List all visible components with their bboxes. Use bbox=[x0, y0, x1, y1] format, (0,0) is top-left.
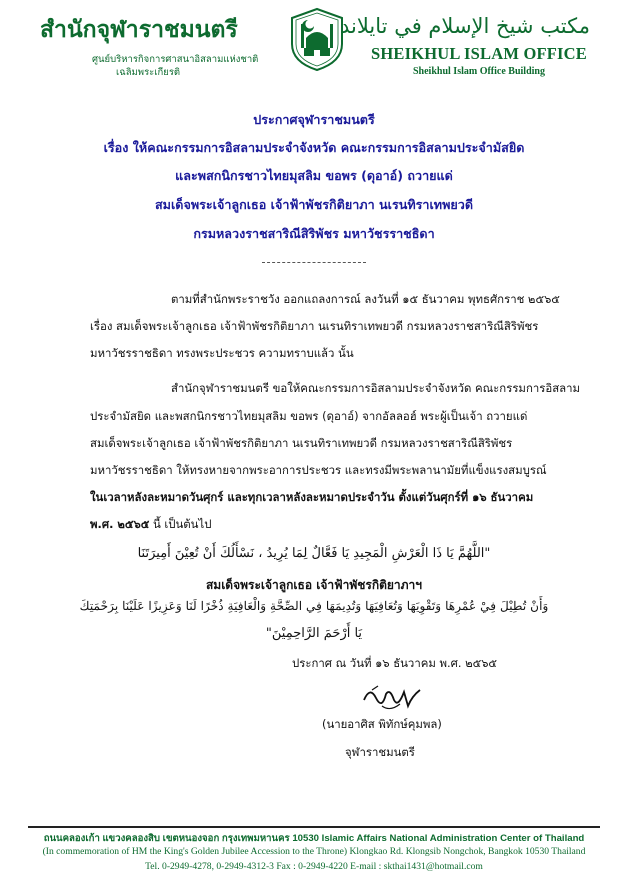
paragraph-2-line-1: สำนักจุฬาราชมนตรี ขอให้คณะกรรมการอิสลามประจำจังหวัด คณะกรรมการอิสลาม bbox=[171, 381, 581, 395]
start-date-line bbox=[90, 516, 211, 534]
date-line: ประกาศ ณ วันที่ ๑๖ ธันวาคม พ.ศ. ๒๕๖๕ bbox=[292, 656, 498, 670]
subject-line-1: เรื่อง ให้คณะกรรมการอิสลามประจำจังหวัด คณะกรรมการอิสลามประจำมัสยิด bbox=[103, 140, 525, 155]
prayer-time-line: ในเวลาหลังละหมาดวันศุกร์ และทุกเวลาหลังละหมาดประจำวัน ตั้งแต่วันศุกร์ที่ ๑๖ ธันวาคม bbox=[90, 490, 534, 504]
subject-line-4: กรมหลวงราชสาริณีสิริพัชร มหาวัชรราชธิดา bbox=[193, 226, 435, 241]
mosque-emblem-icon bbox=[286, 6, 348, 72]
handwritten-signature-icon bbox=[360, 682, 424, 716]
footer-commemoration-line: (In commemoration of HM the King's Golden Jubilee Accession to the Throne) Klongkao Rd. Klongsib Nongchok, Bangkok 10530 Thailand bbox=[42, 846, 586, 857]
subject-line-2: และพสกนิกรชาวไทยมุสลิม ขอพร (ดุอาอ์) ถวายแด่ bbox=[175, 168, 453, 183]
signatory-position: จุฬาราชมนตรี bbox=[345, 745, 415, 759]
english-office-name: SHEIKHUL ISLAM OFFICE bbox=[371, 44, 587, 63]
footer-contact-line: Tel. 0-2949-4278, 0-2949-4312-3 Fax : 0-2949-4220 E-mail : skthai1431@hotmail.com bbox=[145, 861, 483, 872]
footer-divider bbox=[28, 826, 600, 828]
letterhead bbox=[0, 0, 628, 88]
signatory-name: (นายอาศิส พิทักษ์คุมพล) bbox=[322, 717, 442, 731]
dua-arabic-line-3: يَا أَرْحَمَ الرَّاحِمِيْنَ" bbox=[265, 626, 363, 641]
start-date-suffix: นี้ เป็นต้นไป bbox=[149, 517, 212, 531]
paragraph-2-line-3: สมเด็จพระเจ้าลูกเธอ เจ้าฟ้าพัชรกิติยาภา นเรนทิราเทพยวดี กรมหลวงราชสาริณีสิริพัชร bbox=[90, 436, 513, 450]
paragraph-2-line-2: ประจำมัสยิด และพสกนิกรชาวไทยมุสลิม ขอพร (ดุอาอ์) จากอัลลอฮ์ พระผู้เป็นเจ้า ถวายแด่ bbox=[90, 409, 528, 423]
title-divider bbox=[262, 262, 366, 263]
thai-office-subtitle-1: ศูนย์บริหารกิจการศาสนาอิสลามแห่งชาติ bbox=[92, 54, 259, 65]
thai-office-subtitle-2: เฉลิมพระเกียรติ bbox=[116, 67, 181, 78]
arabic-office-name: مكتب شيخ الإسلام في تايلاند bbox=[340, 14, 590, 38]
paragraph-1-line-2: เรื่อง สมเด็จพระเจ้าลูกเธอ เจ้าฟ้าพัชรกิติยาภา นเรนทิราเทพยวดี กรมหลวงราชสาริณีสิริพัชร bbox=[90, 319, 539, 333]
dua-arabic-line-2: وَأَنْ تُطِيْلَ فِيْ عُمْرِهَا وَتَقْوِيَهَا وَتُعَافِيَهَا وَتُدِيمَهَا فِي الصِّحَّةِ وَالْعَافِيَةِ ذُخْرًا لَنَا وَعَزِيزًا عَلَيْنَا بِرَحْمَتِكَ bbox=[79, 599, 549, 613]
footer-address-line: ถนนคลองเก้า แขวงคลองสิบ เขตหนองจอก กรุงเทพมหานคร 10530 Islamic Affairs National Administration Center of Thailand bbox=[43, 833, 585, 844]
paragraph-1-line-3: มหาวัชรราชธิดา ทรงพระประชวร ความทราบแล้ว นั้น bbox=[90, 346, 354, 360]
paragraph-1-line-1: ตามที่สำนักพระราชวัง ออกแถลงการณ์ ลงวันที่ ๑๕ ธันวาคม พุทธศักราช ๒๕๖๕ bbox=[171, 292, 560, 306]
paragraph-2-line-4: มหาวัชรราชธิดา ให้ทรงหายจากพระอาการประชวร และทรงมีพระพลานามัยที่แข็งแรงสมบูรณ์ bbox=[90, 463, 547, 477]
thai-office-name: สำนักจุฬาราชมนตรี bbox=[40, 17, 238, 43]
dua-arabic-line-1: "اللَّهُمَّ يَا ذَا الْعَرْشِ الْمَجِيدِ يَا فَعَّالٌ لِمَا يُرِيدُ ، نَسْأَلُكَ أَنْ تُعِيْنَ أَمِيرَتَنَا bbox=[137, 546, 491, 561]
start-year: พ.ศ. ๒๕๖๕ bbox=[90, 517, 150, 531]
dua-thai-line: สมเด็จพระเจ้าลูกเธอ เจ้าฟ้าพัชรกิติยาภาฯ bbox=[205, 578, 423, 592]
subject-line-3: สมเด็จพระเจ้าลูกเธอ เจ้าฟ้าพัชรกิติยาภา นเรนทิราเทพยวดี bbox=[154, 197, 474, 212]
announcement-heading: ประกาศจุฬาราชมนตรี bbox=[253, 112, 375, 127]
english-office-subtitle: Sheikhul Islam Office Building bbox=[413, 66, 545, 77]
